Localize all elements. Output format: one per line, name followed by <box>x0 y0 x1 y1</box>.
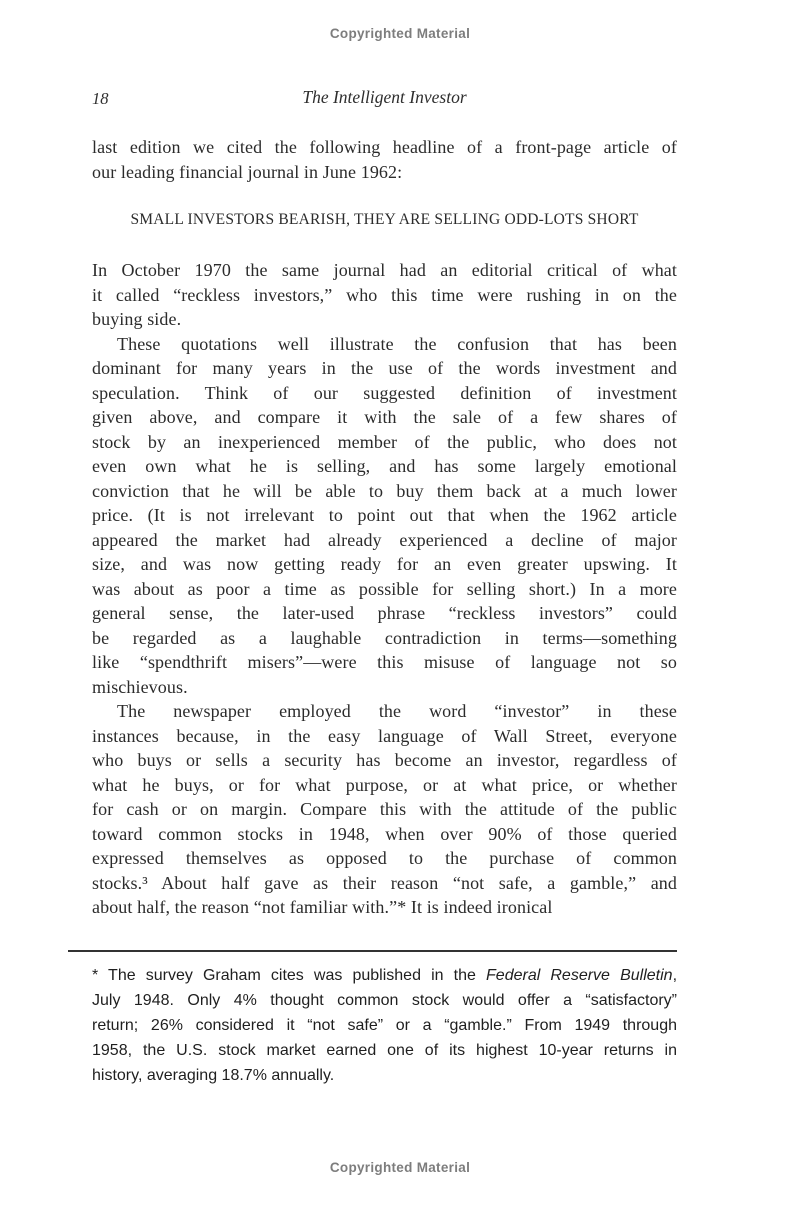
text-segment: was about as poor a time as possible for selling short.) In a more <box>92 578 677 599</box>
text-segment: who buys or sells a security has become an investor, regardless of <box>92 750 677 770</box>
body-line <box>92 454 677 479</box>
body-line <box>92 528 677 553</box>
footnote-line <box>92 963 677 988</box>
text-segment: even own what he is selling, and has some largely emotional <box>92 456 677 476</box>
italic-citation: Federal Reserve Bulletin <box>486 967 673 984</box>
text-segment: mischievous. <box>92 676 188 697</box>
text-segment: price. (It is not irrelevant to point out that when the 1962 article <box>92 505 677 525</box>
body-line <box>92 748 677 773</box>
body-line <box>92 430 677 455</box>
body-text <box>92 135 677 920</box>
text-segment: appeared the market had already experienced a decline of major <box>92 529 677 550</box>
running-title: The Intelligent Investor <box>302 87 467 107</box>
text-segment: last edition we cited the following headline of a front-page article of <box>92 137 677 157</box>
text-segment: dominant for many years in the use of the words investment and <box>92 358 677 378</box>
body-line <box>92 773 677 798</box>
text-segment: , <box>672 967 678 984</box>
text-segment: for cash or on margin. Compare this with the attitude of the public <box>92 799 677 819</box>
body-line <box>92 846 677 871</box>
footnote-line <box>92 1063 677 1088</box>
footnote-line <box>92 1013 677 1038</box>
text-segment: In October 1970 the same journal had an editorial critical of what <box>92 260 677 280</box>
text-segment: speculation. Think of our suggested definition of investment <box>92 382 677 403</box>
body-line <box>92 307 677 332</box>
text-segment: history, averaging 18.7% annually. <box>92 1067 335 1084</box>
text-segment: return; 26% considered it “not safe” or a “gamble.” From 1949 through <box>92 1017 677 1034</box>
text-segment: given above, and compare it with the sale of a few shares of <box>92 407 677 427</box>
body-line <box>92 699 677 724</box>
article-headline: SMALL INVESTORS BEARISH, THEY ARE SELLING ODD-LOTS SHORT <box>130 211 639 228</box>
text-segment: about half, the reason “not familiar with.”* It is indeed ironical <box>92 897 553 917</box>
text-segment: instances because, in the easy language of Wall Street, everyone <box>92 725 677 746</box>
footnote-line <box>92 1038 677 1063</box>
text-segment: buying side. <box>92 309 182 329</box>
body-line <box>92 895 677 920</box>
footnote-separator <box>68 950 677 952</box>
body-line <box>92 405 677 430</box>
text-segment: stocks.³ About half gave as their reason “not safe, a gamble,” and <box>92 872 677 893</box>
body-line <box>92 283 677 308</box>
text-segment: These quotations well illustrate the confusion that has been <box>117 333 677 354</box>
body-line <box>92 552 677 577</box>
text-segment: 1958, the U.S. stock market earned one of its highest 10-year returns in <box>92 1042 677 1059</box>
text-segment: conviction that he will be able to buy them back at a much lower <box>92 480 677 501</box>
text-segment: it called “reckless investors,” who this time were rushing in on the <box>92 284 677 305</box>
body-line <box>92 822 677 847</box>
body-line <box>92 356 677 381</box>
copyright-notice-top: Copyrighted Material <box>329 26 471 41</box>
body-line <box>92 650 677 675</box>
text-segment: The newspaper employed the word “investor” in these <box>117 701 677 721</box>
text-segment: our leading financial journal in June 1962: <box>92 161 403 182</box>
running-head <box>92 87 677 111</box>
footnote <box>92 963 677 1088</box>
text-segment: expressed themselves as opposed to the purchase of common <box>92 848 677 868</box>
body-line <box>92 675 677 700</box>
text-segment: toward common stocks in 1948, when over 90% of those queried <box>92 823 677 844</box>
page-number: 18 <box>92 89 109 108</box>
text-segment: size, and was now getting ready for an even greater upswing. It <box>92 554 677 574</box>
footnote-line <box>92 988 677 1013</box>
body-line <box>92 724 677 749</box>
body-line <box>92 871 677 896</box>
body-line <box>92 479 677 504</box>
text-segment: be regarded as a laughable contradiction in terms—something <box>92 627 677 648</box>
text-segment: what he buys, or for what purpose, or at what price, or whether <box>92 774 677 795</box>
text-segment: July 1948. Only 4% thought common stock would offer a “satisfactory” <box>92 992 677 1009</box>
body-line <box>92 381 677 406</box>
copyright-notice-bottom: Copyrighted Material <box>329 1160 471 1175</box>
body-line <box>92 503 677 528</box>
body-line <box>92 601 677 626</box>
text-segment: stock by an inexperienced member of the public, who does not <box>92 431 677 452</box>
body-line <box>92 135 677 160</box>
body-line <box>92 797 677 822</box>
text-segment: * The survey Graham cites was published in the <box>92 967 487 984</box>
body-line <box>92 626 677 651</box>
text-segment: like “spendthrift misers”—were this misuse of language not so <box>92 652 677 672</box>
body-line <box>92 258 677 283</box>
body-line <box>92 577 677 602</box>
body-line <box>92 332 677 357</box>
text-segment: general sense, the later-used phrase “reckless investors” could <box>92 603 677 623</box>
body-line <box>92 160 677 185</box>
